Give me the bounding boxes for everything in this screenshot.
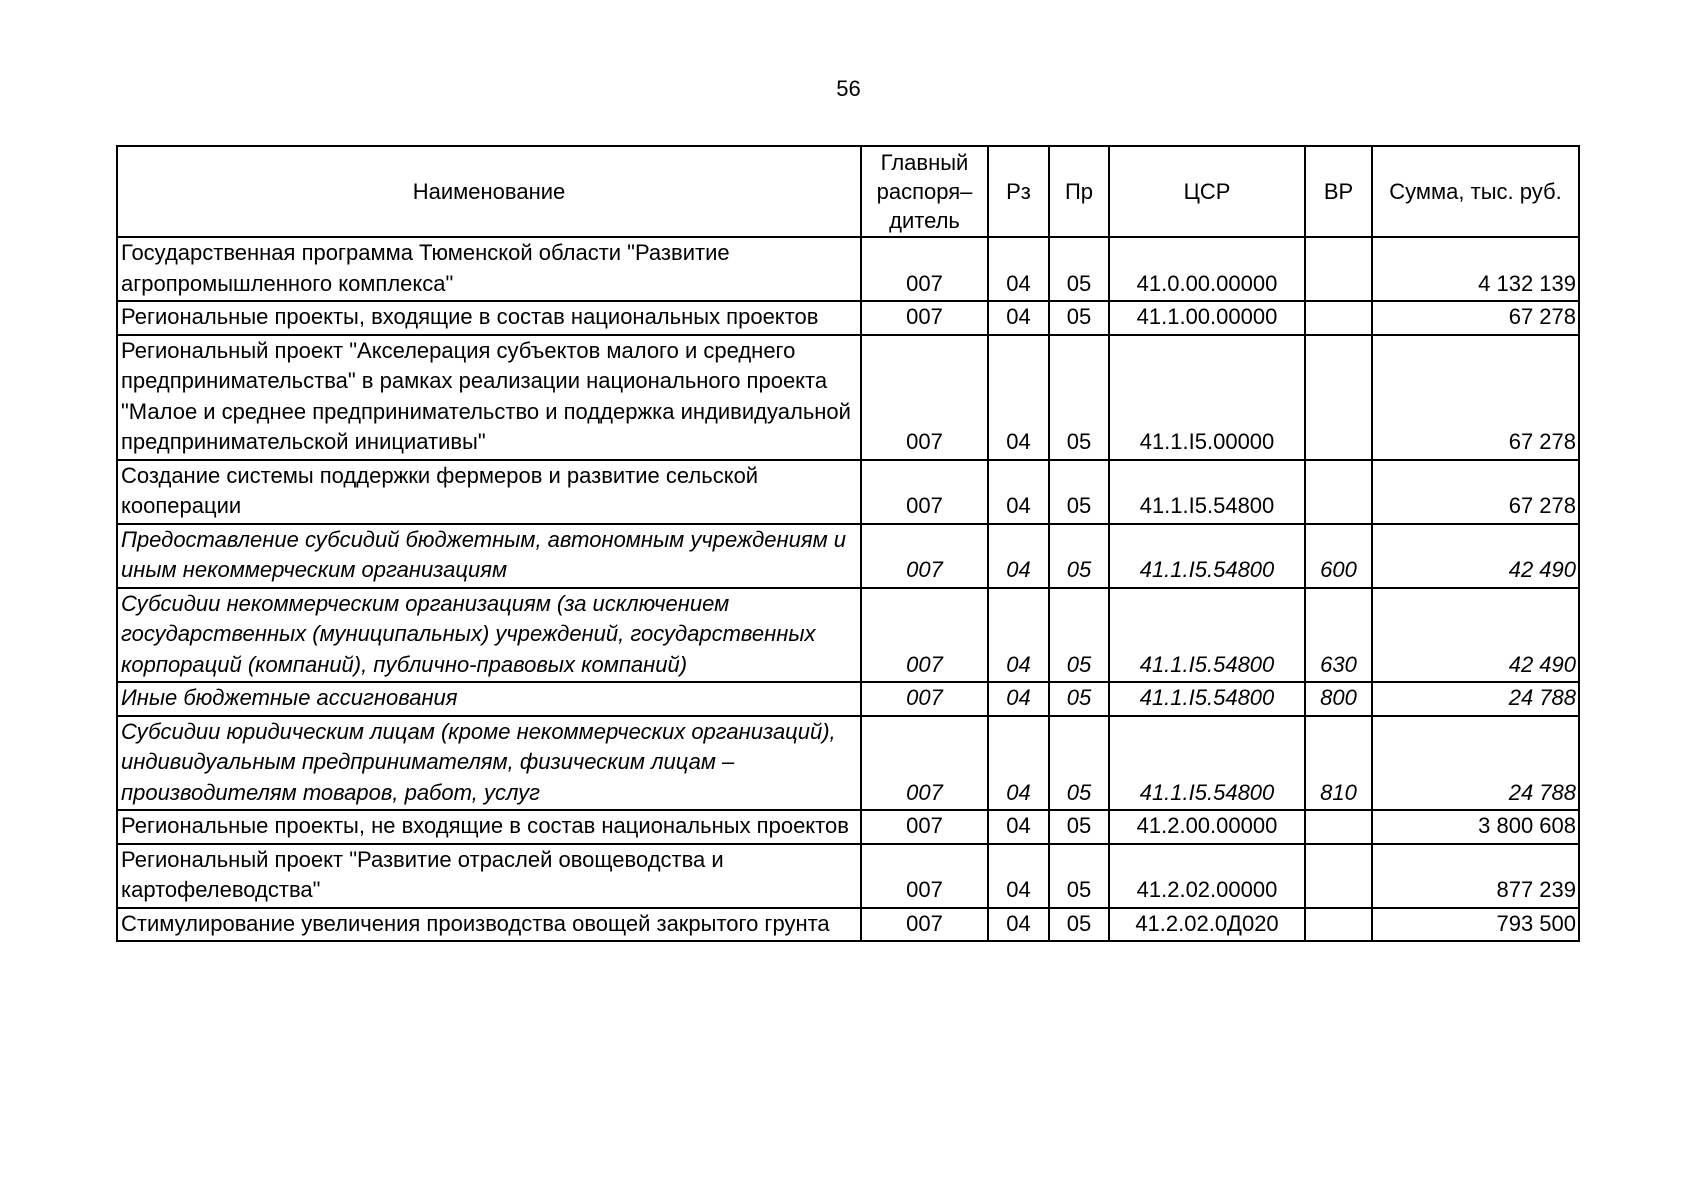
row-sum: 67 278 xyxy=(1372,301,1579,335)
row-name: Региональные проекты, не входящие в состав национальных проектов xyxy=(117,810,861,844)
row-pr: 05 xyxy=(1049,524,1109,588)
table-row xyxy=(117,716,1579,811)
row-vr xyxy=(1305,335,1372,460)
row-pr: 05 xyxy=(1049,844,1109,908)
row-csr: 41.1.I5.54800 xyxy=(1109,460,1305,524)
table-row xyxy=(117,460,1579,524)
row-main-manager: 007 xyxy=(861,524,988,588)
row-rz: 04 xyxy=(988,716,1049,811)
header-rz: Рз xyxy=(988,146,1049,237)
header-csr: ЦСР xyxy=(1109,146,1305,237)
row-pr: 05 xyxy=(1049,716,1109,811)
table-row xyxy=(117,588,1579,683)
row-main-manager: 007 xyxy=(861,301,988,335)
row-main-manager: 007 xyxy=(861,682,988,716)
row-name: Создание системы поддержки фермеров и развитие сельской кооперации xyxy=(117,460,861,524)
row-vr xyxy=(1305,908,1372,942)
table-row xyxy=(117,335,1579,460)
row-main-manager: 007 xyxy=(861,810,988,844)
row-csr: 41.2.00.00000 xyxy=(1109,810,1305,844)
row-pr: 05 xyxy=(1049,460,1109,524)
header-name: Наименование xyxy=(117,146,861,237)
row-vr xyxy=(1305,844,1372,908)
table-row xyxy=(117,237,1579,301)
row-csr: 41.0.00.00000 xyxy=(1109,237,1305,301)
row-vr xyxy=(1305,237,1372,301)
row-csr: 41.1.I5.54800 xyxy=(1109,716,1305,811)
row-sum: 24 788 xyxy=(1372,682,1579,716)
row-main-manager: 007 xyxy=(861,335,988,460)
row-main-manager: 007 xyxy=(861,237,988,301)
row-csr: 41.1.00.00000 xyxy=(1109,301,1305,335)
row-sum: 793 500 xyxy=(1372,908,1579,942)
table-row xyxy=(117,524,1579,588)
row-name: Субсидии юридическим лицам (кроме некоммерческих организаций), индивидуальным предпринимателям, физическим лицам – производителям товаров, работ, услуг xyxy=(117,716,861,811)
row-csr: 41.1.I5.00000 xyxy=(1109,335,1305,460)
row-rz: 04 xyxy=(988,524,1049,588)
row-rz: 04 xyxy=(988,335,1049,460)
table-row xyxy=(117,810,1579,844)
row-main-manager: 007 xyxy=(861,460,988,524)
row-vr: 810 xyxy=(1305,716,1372,811)
row-sum: 67 278 xyxy=(1372,460,1579,524)
row-vr: 630 xyxy=(1305,588,1372,683)
row-rz: 04 xyxy=(988,301,1049,335)
row-rz: 04 xyxy=(988,908,1049,942)
page-number: 56 xyxy=(836,76,861,101)
row-csr: 41.1.I5.54800 xyxy=(1109,682,1305,716)
row-pr: 05 xyxy=(1049,810,1109,844)
row-rz: 04 xyxy=(988,810,1049,844)
row-pr: 05 xyxy=(1049,588,1109,683)
row-sum: 4 132 139 xyxy=(1372,237,1579,301)
header-pr: Пр xyxy=(1049,146,1109,237)
row-name: Субсидии некоммерческим организациям (за исключением государственных (муниципальных) учреждений, государственных корпораций (компаний), публично-правовых компаний) xyxy=(117,588,861,683)
row-name: Иные бюджетные ассигнования xyxy=(117,682,861,716)
header-main-manager: Главный распоря– дитель xyxy=(861,146,988,237)
table-row xyxy=(117,908,1579,942)
row-name: Региональные проекты, входящие в состав национальных проектов xyxy=(117,301,861,335)
row-sum: 67 278 xyxy=(1372,335,1579,460)
row-vr xyxy=(1305,301,1372,335)
row-rz: 04 xyxy=(988,460,1049,524)
row-pr: 05 xyxy=(1049,682,1109,716)
row-main-manager: 007 xyxy=(861,588,988,683)
row-main-manager: 007 xyxy=(861,908,988,942)
row-csr: 41.1.I5.54800 xyxy=(1109,524,1305,588)
row-main-manager: 007 xyxy=(861,716,988,811)
row-vr: 600 xyxy=(1305,524,1372,588)
row-sum: 877 239 xyxy=(1372,844,1579,908)
row-vr xyxy=(1305,460,1372,524)
row-pr: 05 xyxy=(1049,335,1109,460)
row-sum: 3 800 608 xyxy=(1372,810,1579,844)
row-rz: 04 xyxy=(988,844,1049,908)
row-csr: 41.1.I5.54800 xyxy=(1109,588,1305,683)
row-name: Государственная программа Тюменской области "Развитие агропромышленного комплекса" xyxy=(117,237,861,301)
row-name: Предоставление субсидий бюджетным, автономным учреждениям и иным некоммерческим организациям xyxy=(117,524,861,588)
row-pr: 05 xyxy=(1049,908,1109,942)
budget-table xyxy=(116,145,1580,942)
header-vr: ВР xyxy=(1305,146,1372,237)
row-sum: 42 490 xyxy=(1372,524,1579,588)
row-vr xyxy=(1305,810,1372,844)
row-csr: 41.2.02.00000 xyxy=(1109,844,1305,908)
row-name: Региональный проект "Акселерация субъектов малого и среднего предпринимательства" в рамках реализации национального проекта "Малое и среднее предпринимательство и поддержка индивидуальной предпринимательской инициативы" xyxy=(117,335,861,460)
row-vr: 800 xyxy=(1305,682,1372,716)
row-rz: 04 xyxy=(988,237,1049,301)
row-name: Стимулирование увеличения производства овощей закрытого грунта xyxy=(117,908,861,942)
row-rz: 04 xyxy=(988,588,1049,683)
row-main-manager: 007 xyxy=(861,844,988,908)
table-row xyxy=(117,301,1579,335)
row-name: Региональный проект "Развитие отраслей овощеводства и картофелеводства" xyxy=(117,844,861,908)
table-row xyxy=(117,682,1579,716)
row-pr: 05 xyxy=(1049,301,1109,335)
header-sum: Сумма, тыс. руб. xyxy=(1372,146,1579,237)
row-sum: 42 490 xyxy=(1372,588,1579,683)
row-pr: 05 xyxy=(1049,237,1109,301)
row-rz: 04 xyxy=(988,682,1049,716)
table-header-row xyxy=(117,146,1579,237)
row-sum: 24 788 xyxy=(1372,716,1579,811)
row-csr: 41.2.02.0Д020 xyxy=(1109,908,1305,942)
table-row xyxy=(117,844,1579,908)
